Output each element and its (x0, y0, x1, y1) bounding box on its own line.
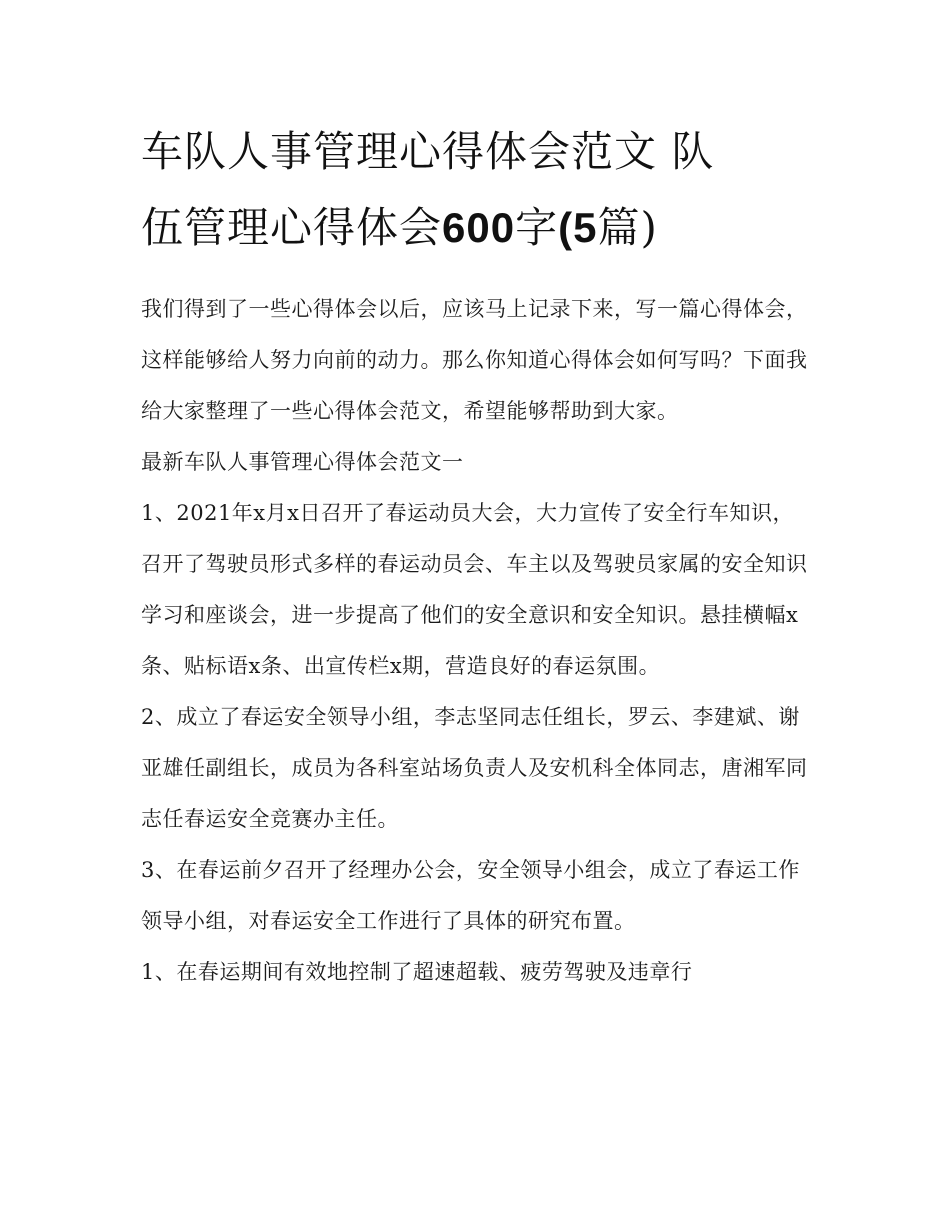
document-body (141, 114, 813, 998)
body-paragraph-2: 2、成立了春运安全领导小组，李志坚同志任组长，罗云、李建斌、谢亚雄任副组长，成员为各科室站场负责人及安机科全体同志，唐湘军同志任春运安全竞赛办主任。 (141, 705, 808, 831)
body-paragraph-3: 3、在春运前夕召开了经理办公会，安全领导小组会，成立了春运工作领导小组，对春运安全工作进行了具体的研究布置。 (141, 858, 800, 933)
title-part-3: 字 (515, 203, 559, 252)
title-number: 600 (442, 204, 516, 251)
body-paragraph-1: 1、2021年x月x日召开了春运动员大会，大力宣传了安全行车知识，召开了驾驶员形式多样的春运动员会、车主以及驾驶员家属的安全知识学习和座谈会，进一步提高了他们的安全意识和安全知识。悬挂横幅x条、贴标语x条、出宣传栏x期，营造良好的春运氛围。 (141, 501, 808, 678)
title-part-4: 篇) (597, 203, 658, 252)
body-paragraph-4: 1、在春运期间有效地控制了超速超载、疲劳驾驶及违章行 (141, 960, 693, 984)
intro-paragraph: 我们得到了一些心得体会以后，应该马上记录下来，写一篇心得体会，这样能够给人努力向前的动力。那么你知道心得体会如何写吗？下面我给大家整理了一些心得体会范文，希望能够帮助到大家。 (141, 297, 808, 423)
title-part-1: 车队人事管理心得体会范文 队 (141, 127, 715, 176)
title-part-2: 伍管理心得体会 (141, 203, 443, 252)
document-title (141, 114, 813, 266)
title-number-2: (5 (558, 204, 598, 251)
section-subheading: 最新车队人事管理心得体会范文一 (141, 450, 464, 474)
